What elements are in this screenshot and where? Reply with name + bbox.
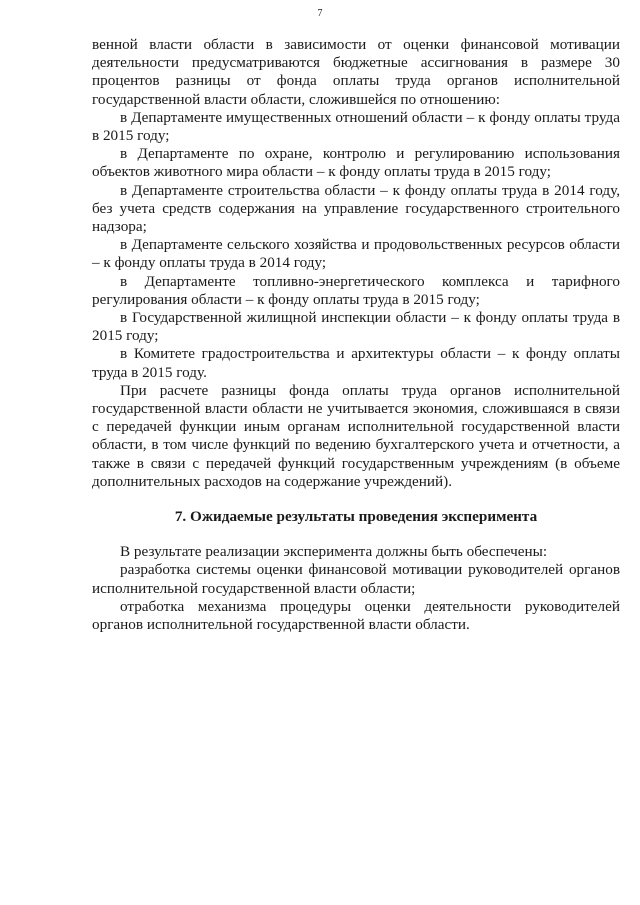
paragraph-result-mechanism: отработка механизма процедуры оценки деятельности руководителей органов исполнительной государственной власти области. [92, 597, 620, 634]
page-number: 7 [317, 8, 323, 19]
paragraph-item-construction: в Департаменте строительства области – к фонду оплаты труда в 2014 году, без учета средств содержания на управление государственного строительного надзора; [92, 181, 620, 236]
paragraph-continuation: венной власти области в зависимости от оценки финансовой мотивации деятельности предусматриваются бюджетные ассигнования в размере 30 процентов разницы от фонда оплаты труда органов исполнительной государственной власти области, сложившейся по отношению: [92, 36, 620, 108]
section-7-heading: 7. Ожидаемые результаты проведения эксперимента [174, 508, 538, 526]
paragraph-result-evaluation-system: разработка системы оценки финансовой мотивации руководителей органов исполнительной государственной власти области; [92, 561, 620, 597]
paragraph-item-agriculture: в Департаменте сельского хозяйства и продовольственных ресурсов области – к фонду оплаты труда в 2014 году; [92, 236, 620, 272]
paragraph-item-property-relations: в Департаменте имущественных отношений области – к фонду оплаты труда в 2015 году; [92, 108, 620, 145]
paragraph-item-wildlife: в Департаменте по охране, контролю и регулированию использования объектов животного мира области – к фонду оплаты труда в 2015 году; [92, 145, 620, 181]
document-body [92, 36, 620, 634]
paragraph-item-energy-tariffs: в Департаменте топливно-энергетического комплекса и тарифного регулирования области – к фонду оплаты труда в 2015 году; [92, 272, 620, 308]
paragraph-results-intro: В результате реализации эксперимента должны быть обеспечены: [120, 543, 548, 561]
paragraph-calculation-note: При расчете разницы фонда оплаты труда органов исполнительной государственной власти области не учитывается экономия, сложившаяся в связи с передачей функции иным органам исполнительной государственной власти области, в том числе функций по ведению бухгалтерского учета и отчетности, а также в связи с передачей функций государственным учреждениям (в объеме дополнительных расходов на содержание учреждений). [92, 381, 620, 490]
paragraph-item-housing-inspection: в Государственной жилищной инспекции области – к фонду оплаты труда в 2015 году; [92, 309, 620, 345]
paragraph-item-urban-planning: в Комитете градостроительства и архитектуры области – к фонду оплаты труда в 2015 году. [92, 345, 620, 381]
